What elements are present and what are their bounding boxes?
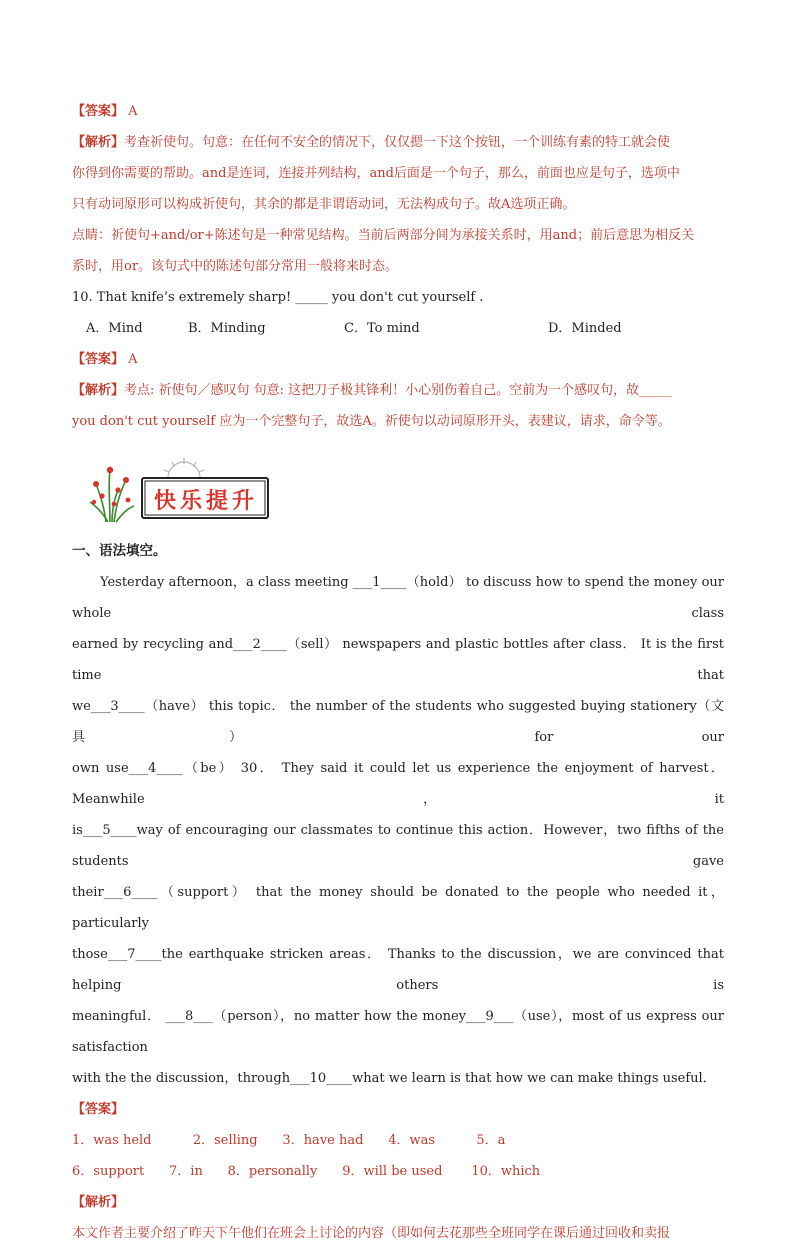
passage-line-7: those___7____the earthquake stricken areas． Thanks to the discussion，we are convinced that helping others is: [72, 947, 724, 993]
passage-line-5: is___5____way of encouraging our classmates to continue this action．However，two fifths of the students gave: [72, 823, 724, 869]
q9-tip-line-2: 系时，用or。该句式中的陈述句部分常用一般将来时态。: [72, 259, 399, 274]
q10-question: 10. That knife’s extremely sharp! _____ you don't cut yourself .: [72, 290, 484, 305]
passage-line-8: meaningful． ___8___（person），no matter how the money___9___（use），most of us express our satisfaction: [72, 1009, 724, 1055]
analysis-tag: 【解析】: [72, 383, 125, 398]
answer-value: A: [128, 352, 138, 367]
answers-row-1: 1．was held 2．selling 3．have had 4．was 5．a: [72, 1133, 506, 1148]
section-title: 一、语法填空。: [72, 543, 167, 559]
banner-title: 快乐提升: [153, 488, 258, 514]
passage-line-2: earned by recycling and___2____（sell） newspapers and plastic bottles after class． It is the first time that: [72, 637, 724, 683]
section-analysis-line-1: 本文作者主要介绍了昨天下午他们在班会上讨论的内容（即如何去花那些全班同学在课后通过回收和卖报: [72, 1226, 671, 1241]
answer-tag: 【答案】: [72, 104, 125, 119]
answers-row-2: 6．support 7．in 8．personally 9．will be used 10．which: [72, 1164, 541, 1179]
passage-line-3: we___3____（have） this topic． the number of the students who suggested buying stationery（文具） for our: [72, 699, 724, 745]
analysis-text: 考点: 祈使句／感叹句 句意: 这把刀子极其锋利！小心别伤着自己。空前为一个感叹句，故_____: [124, 383, 672, 398]
passage-line-9: with the the discussion，through___10____what we learn is that how we can make things useful．: [72, 1071, 716, 1086]
passage-line-4: own use___4____（be） 30． They said it could let us experience the enjoyment of harvest．Meanwhile，it: [72, 761, 724, 807]
q9-answer-line: [72, 96, 724, 127]
option-a: A．Mind: [86, 321, 143, 336]
q9-tip-line-1: 点睛：祈使句+and/or+陈述句是一种常见结构。当前后两部分间为承接关系时，用and；前后意思为相反关: [72, 228, 695, 243]
q9-analysis-line-2: 你得到你需要的帮助。and是连词，连接并列结构，and后面是一个句子，那么，前面也应是句子，选项中: [72, 166, 680, 181]
analysis-tag: 【解析】: [72, 135, 125, 150]
section-analysis-tag: 【解析】: [72, 1195, 125, 1210]
q10-answer-line: [72, 344, 724, 375]
option-c: C．To mind: [344, 321, 420, 336]
section-answer-tag: 【答案】: [72, 1102, 125, 1117]
q9-analysis-line-3: 只有动词原形可以构成祈使句，其余的都是非谓语动词，无法构成句子。故A选项正确。: [72, 197, 576, 212]
option-d: D．Minded: [548, 321, 622, 336]
option-b: B．Minding: [188, 321, 266, 336]
analysis-text: 考查祈使句。句意：在任何不安全的情况下，仅仅摁一下这个按钮，一个训练有素的特工就会使: [124, 135, 671, 150]
answer-value: A: [128, 104, 138, 119]
document-page: [72, 96, 724, 437]
passage: [72, 567, 724, 1094]
q10-analysis-line-2: you don't cut yourself 应为一个完整句子，故选A。祈使句以动词原形开头，表建议，请求，命令等。: [72, 414, 671, 429]
passage-line-6: their___6____（support） that the money should be donated to the people who needed it，particularly: [72, 885, 724, 931]
grammar-section: [72, 536, 724, 1249]
q10-analysis-line-1: [72, 375, 724, 406]
answer-tag: 【答案】: [72, 352, 125, 367]
passage-line-1: Yesterday afternoon，a class meeting ___1____（hold） to discuss how to spend the money our whole class: [72, 575, 724, 621]
q10-options: [72, 313, 724, 344]
happy-improve-banner: [88, 456, 278, 526]
q9-analysis-line-1: [72, 127, 724, 158]
